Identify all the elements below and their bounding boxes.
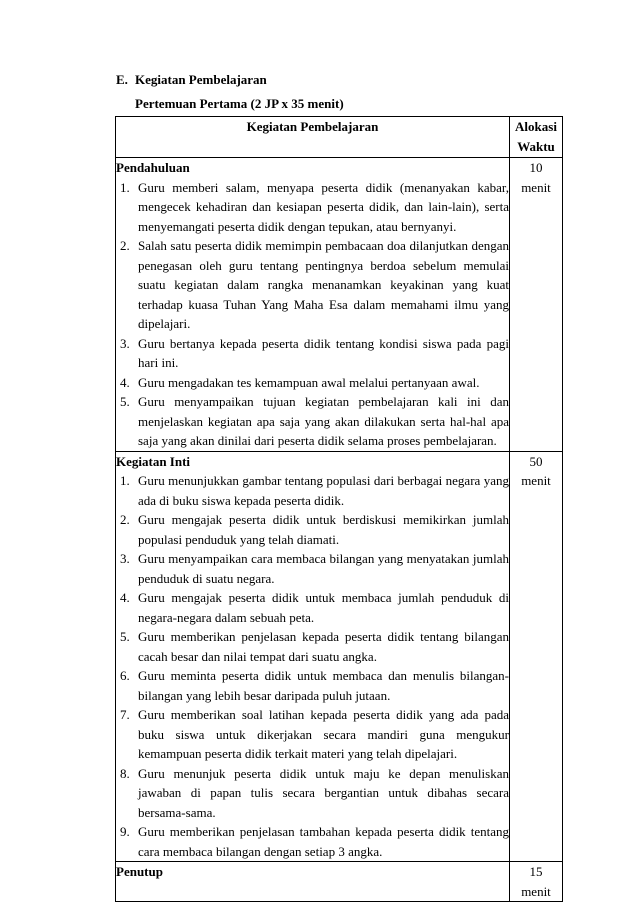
section-phase-title: Penutup (116, 864, 163, 879)
list-item-number: 1. (120, 473, 130, 488)
list-item-text: Guru menunjukkan gambar tentang populasi dari berbagai negara yang ada di buku siswa kepada peserta didik. (138, 473, 509, 508)
list-item-text: Guru bertanya kepada peserta didik tentang kondisi siswa pada pagi hari ini. (138, 335, 509, 370)
list-item-text: Guru memberikan penjelasan kepada peserta didik tentang bilangan cacah besar dan nilai tempat dari suatu angka. (138, 629, 509, 664)
activity-cell (116, 158, 510, 452)
table-header-row (116, 117, 563, 158)
list-item-number: 2. (120, 238, 130, 253)
time-value: 10 (529, 160, 543, 175)
activity-list (116, 471, 509, 861)
header-time-line1: Alokasi (515, 119, 557, 134)
meeting-title: Pertemuan Pertama (2 JP x 35 menit) (135, 96, 344, 111)
list-item-number: 4. (120, 374, 130, 390)
list-item (116, 549, 509, 588)
list-item (116, 588, 509, 627)
list-item-text: Guru menyampaikan cara membaca bilangan yang menyatakan jumlah penduduk di suatu negara. (138, 551, 509, 586)
list-item (116, 236, 509, 334)
time-allocation-cell (510, 862, 563, 902)
list-item (116, 666, 509, 705)
list-item (116, 334, 509, 373)
list-item (116, 764, 509, 823)
list-item (116, 471, 509, 510)
header-time-line2: Waktu (517, 138, 555, 154)
time-value: 15 (529, 864, 543, 879)
list-item-text: Guru memberikan penjelasan tambahan kepada peserta didik tentang cara membaca bilangan dengan setiap 3 angka. (138, 824, 509, 859)
list-item-number: 6. (120, 668, 130, 683)
time-unit: menit (521, 179, 551, 195)
list-item-number: 5. (120, 629, 130, 644)
time-allocation-cell (510, 158, 563, 452)
list-item (116, 392, 509, 451)
time-unit: menit (521, 473, 551, 488)
list-item-number: 8. (120, 765, 130, 781)
list-item-text: Guru menunjuk peserta didik untuk maju ke depan menuliskan jawaban di papan tulis secara bergantian untuk dibahas secara bersama-sama. (138, 765, 509, 820)
activity-list (116, 178, 509, 451)
list-item-number: 5. (120, 394, 130, 409)
header-activities: Kegiatan Pembelajaran (116, 117, 510, 158)
list-item-number: 1. (120, 179, 130, 195)
section-heading (116, 72, 267, 88)
list-item (116, 705, 509, 764)
list-item-text: Guru memberikan soal latihan kepada peserta didik yang ada pada buku siswa untuk dikerjakan secara mandiri guna mengukur kemampuan peserta didik terkait materi yang telah dipelajari. (138, 707, 509, 761)
header-time-allocation (510, 117, 563, 158)
section-title: Kegiatan Pembelajaran (135, 72, 267, 87)
list-item (116, 178, 509, 237)
list-item-text: Guru mengajak peserta didik untuk berdiskusi memikirkan jumlah populasi penduduk yang telah diamati. (138, 512, 509, 547)
list-item-text: Salah satu peserta didik memimpin pembacaan doa dilanjutkan dengan penegasan oleh guru tentang pentingnya berdoa sebelum memulai suatu kegiatan dalam rangka menanamkan keyakinan yang kuat terhadap kuasa Tuhan Yang Maha Esa dalam memahami ilmu yang dipelajari. (138, 238, 509, 331)
table-row (116, 862, 563, 902)
list-item-number: 9. (120, 824, 130, 839)
list-item-number: 3. (120, 551, 130, 566)
learning-activities-table (115, 116, 563, 902)
list-item (116, 510, 509, 549)
activity-cell (116, 862, 510, 902)
list-item-text: Guru mengajak peserta didik untuk membaca jumlah penduduk di negara-negara dalam sebuah peta. (138, 590, 509, 625)
time-unit: menit (521, 883, 551, 899)
section-letter: E. (116, 72, 128, 87)
table-row (116, 451, 563, 862)
time-value: 50 (529, 453, 543, 469)
list-item-number: 7. (120, 707, 130, 722)
list-item (116, 373, 509, 393)
list-item-text: Guru memberi salam, menyapa peserta didik (menanyakan kabar, mengecek kehadiran dan kesiapan peserta didik, dan lain-lain), serta menyemangati peserta didik dengan tepukan, atau bernyanyi. (138, 179, 509, 234)
table-row (116, 158, 563, 452)
list-item-text: Guru mengadakan tes kemampuan awal melalui pertanyaan awal. (138, 374, 480, 390)
list-item-text: Guru meminta peserta didik untuk membaca dan menulis bilangan-bilangan yang lebih besar daripada puluh jutaan. (138, 668, 509, 703)
time-allocation-cell (510, 451, 563, 862)
list-item-number: 4. (120, 590, 130, 605)
list-item (116, 627, 509, 666)
activity-cell (116, 451, 510, 862)
list-item-number: 2. (120, 512, 130, 527)
section-phase-title: Kegiatan Inti (116, 453, 191, 469)
section-phase-title: Pendahuluan (116, 160, 190, 175)
list-item (116, 822, 509, 861)
table-body (116, 158, 563, 902)
list-item-number: 3. (120, 335, 130, 351)
list-item-text: Guru menyampaikan tujuan kegiatan pembelajaran kali ini dan menjelaskan kegiatan apa saja yang akan dilakukan serta hal-hal apa saja yang akan dinilai dari peserta didik selama proses pembelajaran. (138, 394, 509, 448)
